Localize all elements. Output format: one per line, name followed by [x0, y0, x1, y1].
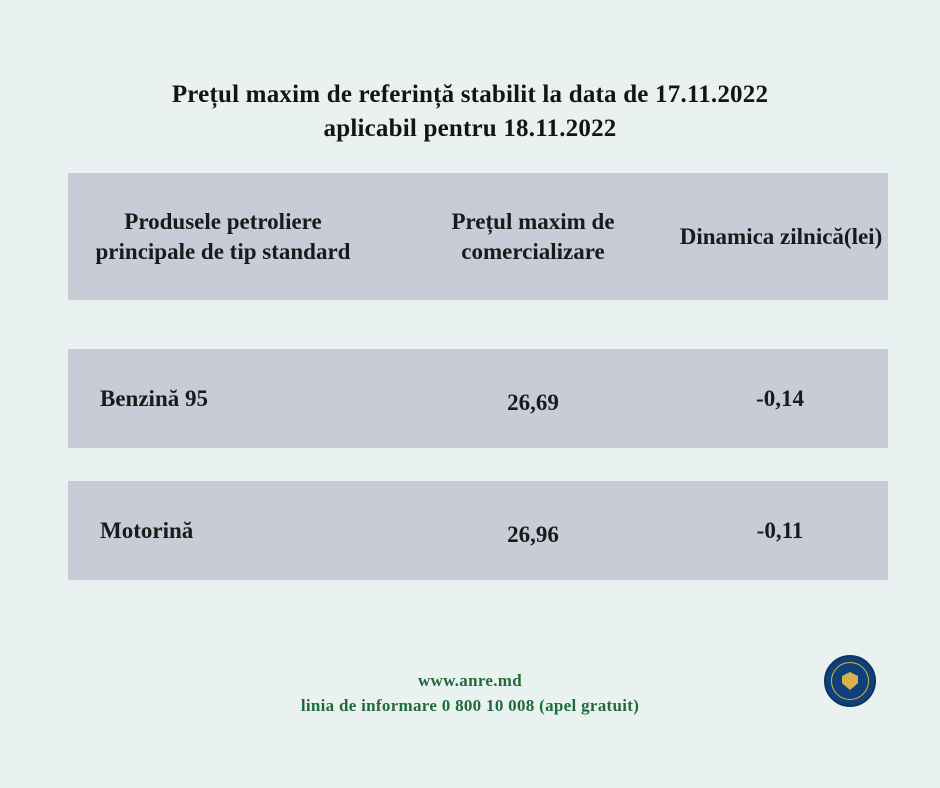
column-header-daily-change: Dinamica zilnică(lei): [679, 223, 883, 249]
cell-max-price: 26,69: [507, 389, 559, 415]
footer: [0, 668, 940, 718]
page-title: [0, 78, 940, 146]
column-header-max-price: Prețul maxim de comercializare: [451, 208, 615, 264]
cell-daily-change: -0,11: [756, 517, 804, 543]
cell-daily-change: -0,14: [756, 385, 804, 411]
anre-logo-icon: [824, 655, 876, 707]
title-line-1: Prețul maxim de referință stabilit la data de 17.11.2022: [171, 81, 769, 108]
footer-infoline: linia de informare 0 800 10 008 (apel gratuit): [300, 696, 640, 715]
logo-crest-icon: [842, 672, 858, 690]
column-header-product: Produsele petroliere principale de tip standard: [95, 208, 351, 264]
table-header-row: [68, 173, 888, 300]
title-line-2: aplicabil pentru 18.11.2022: [323, 115, 617, 142]
cell-product: Motorină: [100, 517, 194, 543]
cell-max-price: 26,96: [507, 521, 559, 547]
table-row: [68, 349, 888, 448]
logo-ring: [831, 662, 869, 700]
cell-product: Benzină 95: [100, 385, 208, 411]
footer-website[interactable]: www.anre.md: [417, 671, 523, 690]
row-spacer: [68, 448, 888, 481]
table-row: [68, 481, 888, 580]
row-spacer: [68, 300, 888, 349]
price-table: [68, 173, 888, 580]
